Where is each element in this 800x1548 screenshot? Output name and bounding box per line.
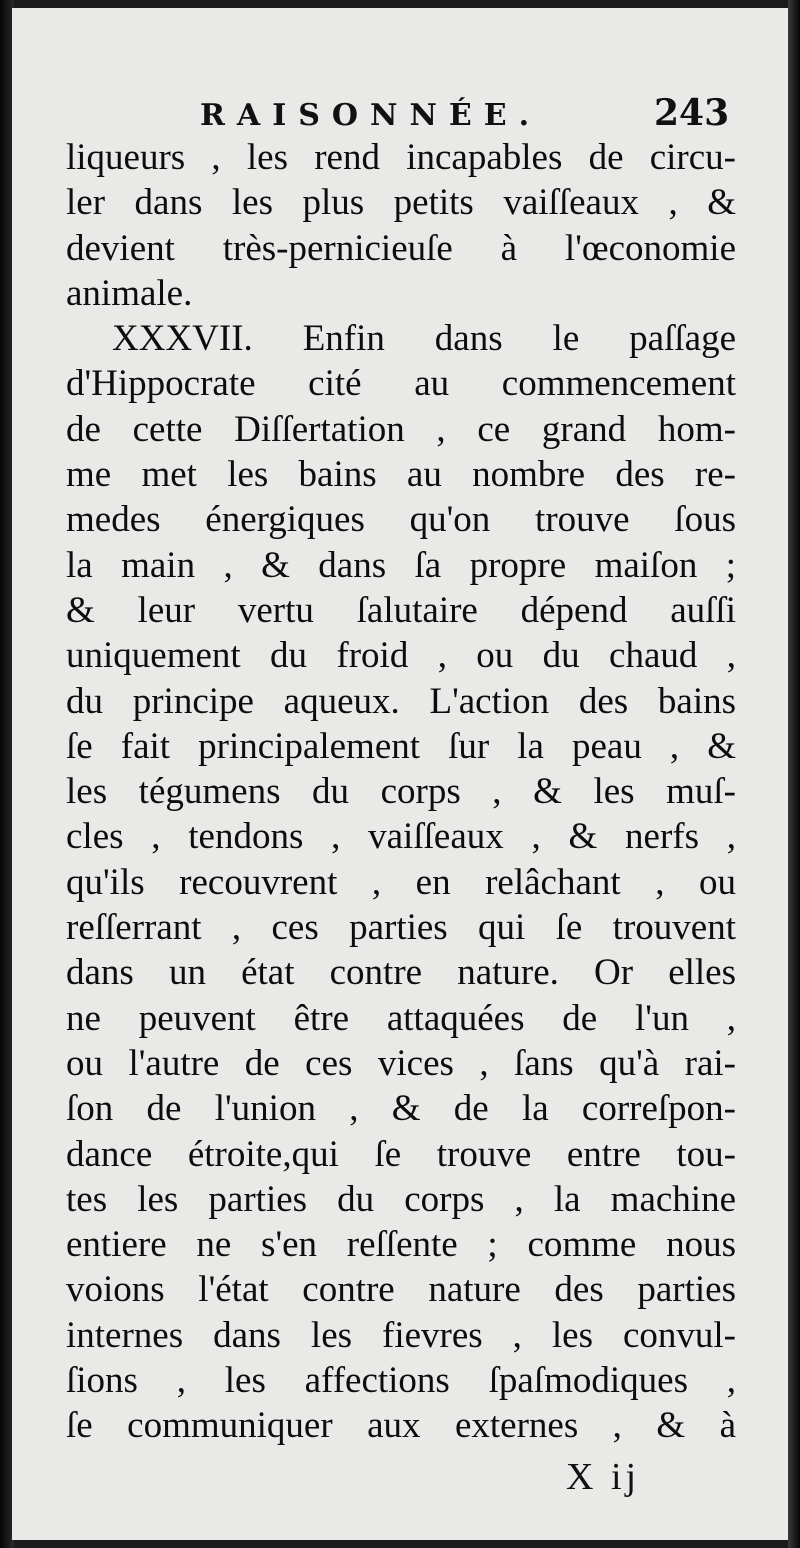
text-line: voions l'état contre nature des parties (66, 1269, 736, 1311)
text-line: qu'ils recouvrent , en relâchant , ou (66, 861, 736, 903)
text-line: tes les parties du corps , la machine (66, 1178, 736, 1220)
text-line: medes énergiques qu'on trouve ſous (66, 499, 736, 541)
text-line: me met les bains au nombre des re- (66, 454, 736, 496)
text-line: liqueurs , les rend incapables de circu- (66, 137, 736, 178)
section-heading-line: XXXVII. Enfin dans le paſſage (112, 318, 736, 360)
text-line: dance étroite,qui ſe trouve entre tou- (66, 1133, 736, 1175)
text-line: ſe communiquer aux externes , & à (66, 1405, 736, 1447)
text-line: internes dans les fievres , les convul- (66, 1314, 736, 1356)
page-number: 243 (654, 92, 730, 134)
text-line: ler dans les plus petits vaiſſeaux , & (66, 182, 736, 224)
text-line: dans un état contre nature. Or elles (66, 952, 736, 994)
text-line: ſon de l'union , & de la correſpon- (66, 1088, 736, 1130)
text-line: la main , & dans ſa propre maiſon ; (66, 544, 736, 586)
scan-border-right (788, 0, 800, 1548)
text-line: du principe aqueux. L'action des bains (66, 680, 736, 722)
text-line: ſe fait principalement ſur la peau , & (66, 725, 736, 767)
text-line: devient très-pernicieuſe à l'œconomie (66, 227, 736, 269)
text-line: ou l'autre de ces vices , ſans qu'à rai- (66, 1042, 736, 1084)
running-title: RAISONNÉE. (200, 98, 542, 133)
text-line: les tégumens du corps , & les muſ- (66, 771, 736, 813)
body-text (66, 135, 736, 1449)
text-line: reſſerrant , ces parties qui ſe trouvent (66, 907, 736, 949)
text-line: de cette Diſſertation , ce grand hom- (66, 408, 736, 450)
text-line: uniquement du froid , ou du chaud , (66, 635, 736, 677)
text-line: ne peuvent être attaquées de l'un , (66, 997, 736, 1039)
text-line: ſions , les affections ſpaſmodiques , (66, 1360, 736, 1402)
text-line: entiere ne s'en reſſente ; comme nous (66, 1224, 736, 1266)
text-line: & leur vertu ſalutaire dépend auſſi (66, 589, 736, 631)
text-line: animale. (66, 272, 193, 314)
text-line: d'Hippocrate cité au commencement (66, 363, 736, 405)
signature-mark: X ij (566, 1456, 641, 1498)
text-line: cles , tendons , vaiſſeaux , & nerfs , (66, 816, 736, 858)
